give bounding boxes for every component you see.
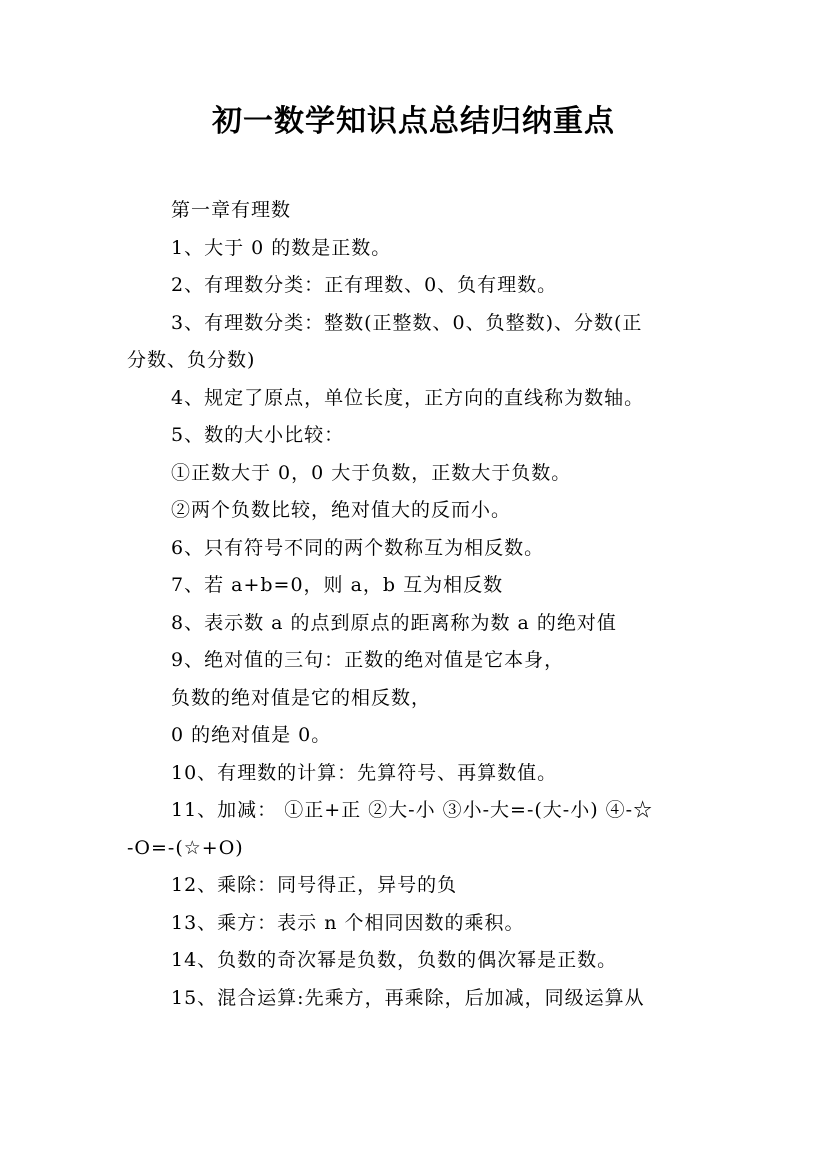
- paragraph-line: 5、数的大小比较：: [171, 424, 345, 446]
- paragraph-line: 12、乘除：同号得正，异号的负: [171, 874, 458, 896]
- paragraph-line: 1、大于 0 的数是正数。: [171, 236, 392, 259]
- paragraph-line: ②两个负数比较，绝对值大的反而小。: [171, 499, 512, 521]
- document-title: 初一数学知识点总结归纳重点: [212, 104, 615, 139]
- document-body: [127, 192, 707, 1017]
- paragraph-line: 13、乘方：表示 n 个相同因数的乘积。: [171, 911, 525, 934]
- paragraph-line: 负数的绝对值是它的相反数，: [171, 686, 432, 709]
- paragraph-line: 15、混合运算:先乘方，再乘除，后加减，同级运算从: [171, 986, 645, 1009]
- chapter-heading: 第一章有理数: [171, 199, 292, 221]
- paragraph-line: 7、若 a+b=0，则 a，b 互为相反数: [171, 574, 504, 596]
- paragraph-line: 9、绝对值的三句：正数的绝对值是它本身，: [171, 649, 565, 671]
- paragraph-line: 6、只有符号不同的两个数称互为相反数。: [171, 536, 545, 559]
- paragraph-line: 8、表示数 a 的点到原点的距离称为数 a 的绝对值: [171, 611, 617, 634]
- paragraph-line: 10、有理数的计算：先算符号、再算数值。: [171, 761, 558, 784]
- paragraph-line-continuation: 分数、负分数): [127, 349, 256, 371]
- paragraph-line-continuation: -O=-(☆+O): [127, 836, 244, 859]
- paragraph-line: 0 的绝对值是 0。: [171, 724, 332, 746]
- paragraph-line: 14、负数的奇次幂是负数，负数的偶次幂是正数。: [171, 949, 618, 971]
- paragraph-line: 4、规定了原点，单位长度，正方向的直线称为数轴。: [171, 386, 645, 409]
- paragraph-line: 3、有理数分类：整数(正整数、0、负整数)、分数(正: [171, 311, 643, 334]
- paragraph-line: ①正数大于 0，0 大于负数，正数大于负数。: [171, 461, 572, 484]
- paragraph-line: 11、加减： ①正+正 ②大-小 ③小-大=-(大-小) ④-☆: [171, 799, 654, 821]
- paragraph-line: 2、有理数分类：正有理数、0、负有理数。: [171, 274, 558, 296]
